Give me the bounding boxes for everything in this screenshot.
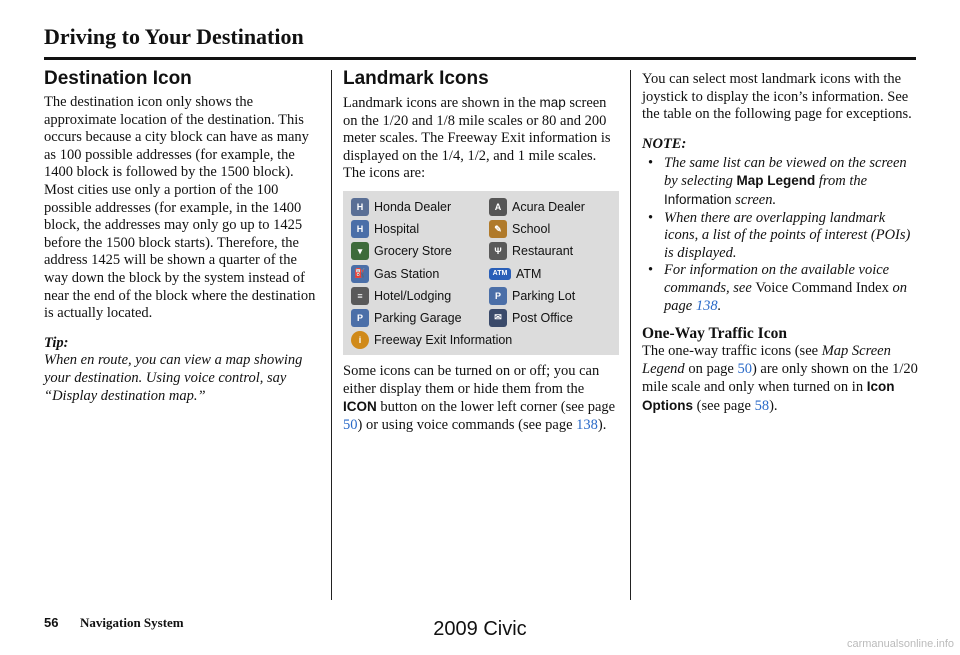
icon-button-term: ICON <box>343 399 377 415</box>
grocery-store-icon: ▾ <box>351 242 369 260</box>
map-legend-term: Map Legend <box>736 173 816 189</box>
acura-dealer-icon: A <box>489 198 507 216</box>
legend-item-freeway-exit <box>351 329 512 351</box>
school-icon: ✎ <box>489 220 507 238</box>
column-landmark-icons <box>343 68 619 434</box>
ow-text-5: ) are only shown on the 1/20 mile scale and only when turned on in <box>642 360 918 396</box>
hospital-icon: H <box>351 220 369 238</box>
tip-label: Tip: <box>44 334 69 351</box>
legend-item-hospital <box>351 218 419 240</box>
legend-item-honda-dealer <box>351 196 451 218</box>
column-divider-2 <box>630 70 631 600</box>
toggle-part1: Some icons can be turned on or off; you can either display them or hide them from the <box>343 362 600 397</box>
legend-label: Grocery Store <box>374 244 452 259</box>
note3-text-c: on page <box>664 279 907 314</box>
legend-label: Parking Lot <box>512 288 576 303</box>
tip-block <box>44 335 320 405</box>
landmark-intro-part2: screen on the 1/20 and 1/8 mile scales or 80 and 200 meter scales. The Freeway Exit information is displayed on the 1/4, 1/2, and 1 mile scales. The icons are: <box>343 95 611 182</box>
honda-dealer-icon: H <box>351 198 369 216</box>
legend-item-post-office <box>489 307 573 329</box>
note1-text-e: screen. <box>731 191 777 208</box>
legend-item-restaurant <box>489 240 573 262</box>
toggle-part4: ). <box>597 416 607 433</box>
note3-text-e: . <box>717 297 722 314</box>
page-title: Driving to Your Destination <box>44 24 304 49</box>
atm-icon: ATM <box>489 268 511 280</box>
tip-text: When en route, you can view a map showing your destination. Using voice control, say “Display destination map.” <box>44 352 303 404</box>
select-icons-paragraph: You can select most landmark icons with the joystick to display the icon’s information. See the table on the following page for exceptions. <box>642 71 912 123</box>
page-link-58[interactable]: 58 <box>754 397 770 414</box>
column-notes <box>642 68 918 416</box>
legend-item-acura-dealer <box>489 196 585 218</box>
icon-options-term: Icon Options <box>642 379 895 413</box>
page-number: 56 <box>44 615 59 630</box>
note1-text-a: The same list can be viewed on the screen by selecting <box>664 154 907 190</box>
legend-item-parking-lot <box>489 285 575 307</box>
site-watermark: carmanualsonline.info <box>846 638 954 650</box>
page-link-138[interactable]: 138 <box>576 416 598 433</box>
legend-item-parking-garage <box>351 307 462 329</box>
section-heading-destination-icon: Destination Icon <box>44 68 192 89</box>
model-watermark: 2009 Civic <box>433 618 527 640</box>
header-rule <box>44 57 916 60</box>
ow-text-9: ). <box>769 397 778 414</box>
ow-text-3: on page <box>684 360 738 377</box>
note-list <box>642 155 918 315</box>
column-divider-1 <box>331 70 332 600</box>
map-screen-legend-term: Map Screen Legend <box>642 343 891 377</box>
legend-item-atm <box>489 263 541 285</box>
section-heading-landmark-icons: Landmark Icons <box>343 68 489 89</box>
legend-label: Parking Garage <box>374 310 462 325</box>
page-link-138-note[interactable]: 138 <box>695 297 718 314</box>
restaurant-icon: Ψ <box>489 242 507 260</box>
ow-text-1: The one-way traffic icons (see <box>642 343 822 360</box>
toggle-part2: button on the lower left corner (see page <box>376 399 616 416</box>
footer-label: Navigation System <box>80 615 184 630</box>
legend-item-hotel-lodging <box>351 285 451 307</box>
legend-label: Hotel/Lodging <box>374 288 452 303</box>
note-item-map-legend <box>642 155 918 210</box>
note3-text-a: For information on the available voice commands, see <box>664 262 890 296</box>
post-office-icon: ✉ <box>489 309 507 327</box>
page-link-50[interactable]: 50 <box>343 416 358 433</box>
legend-label: Honda Dealer <box>374 199 452 214</box>
parking-lot-icon: P <box>489 287 507 305</box>
legend-item-school <box>489 218 550 240</box>
landmark-toggle-paragraph <box>343 363 619 434</box>
landmark-icon-legend <box>343 191 619 355</box>
legend-label: Acura Dealer <box>512 199 585 214</box>
destination-icon-paragraph: The destination icon only shows the approximate location of the destination. This occurs because a city block can have as many as 100 possible addresses (for example, the 1400 block is followed by the 1500 block). Most cities use only a portion of the 100 possible addresses (for example, in the 1400 block, the addresses may only go up to 1425 before the 1500 block starts). Therefore, the address 1425 will be shown a quarter of the way down the block by the system instead of near the end of the block where the destination is actually located. <box>44 94 316 322</box>
gas-station-icon: ⛽ <box>351 265 369 283</box>
legend-label: ATM <box>516 266 542 281</box>
freeway-exit-icon: i <box>351 331 369 349</box>
legend-label: School <box>512 222 551 237</box>
section-heading-one-way-traffic: One-Way Traffic Icon <box>642 325 787 343</box>
note-label: NOTE: <box>642 135 687 152</box>
column-destination-icon <box>44 68 320 405</box>
information-term: Information <box>664 191 732 207</box>
legend-label: Gas Station <box>374 266 440 281</box>
legend-item-gas-station <box>351 263 439 285</box>
note-item-overlapping: • When there are overlapping landmark icons, a list of the points of interest (POIs) is displayed. <box>642 210 918 263</box>
note-item-voice-commands <box>642 262 918 315</box>
toggle-part3: ) or using voice commands (see page <box>357 416 577 433</box>
map-screen-term: map <box>539 95 566 110</box>
page-link-50-ow[interactable]: 50 <box>737 360 752 377</box>
legend-label: Restaurant <box>512 244 574 259</box>
note1-text-c: from the <box>815 173 868 190</box>
legend-label: Post Office <box>512 310 573 325</box>
one-way-paragraph <box>642 343 918 415</box>
landmark-intro-paragraph <box>343 94 619 183</box>
legend-label: Freeway Exit Information <box>374 333 513 348</box>
hotel-lodging-icon: ≡ <box>351 287 369 305</box>
voice-command-index-term: Voice Command Index <box>755 279 889 296</box>
ow-text-7: (see page <box>693 397 755 414</box>
legend-item-grocery-store <box>351 240 452 262</box>
landmark-intro-part1: Landmark icons are shown in the <box>343 95 540 111</box>
legend-label: Hospital <box>374 222 420 237</box>
parking-garage-icon: P <box>351 309 369 327</box>
